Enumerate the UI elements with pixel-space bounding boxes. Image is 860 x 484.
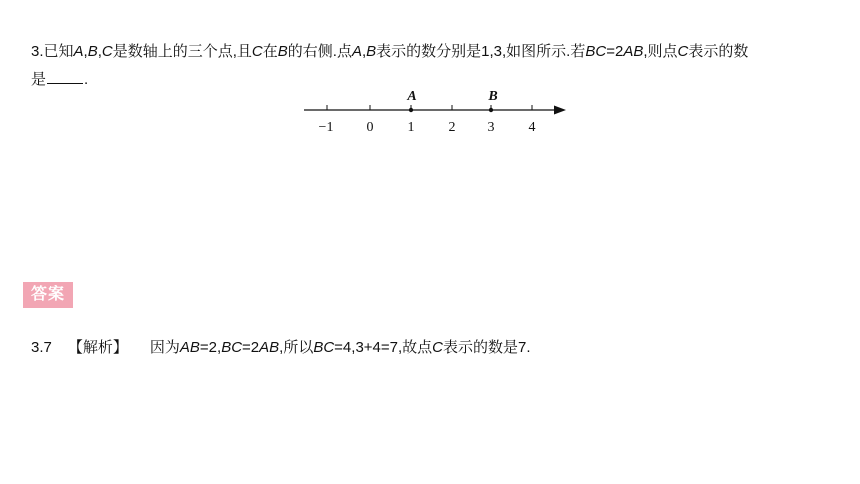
tick-label-2: 2 [448,120,456,135]
var-b: B [366,43,377,60]
question-text: , [361,43,367,60]
number-line [300,84,570,138]
question-text: , [97,43,102,60]
var-bc: BC [585,43,607,60]
answer-text: ,所以 [279,339,314,356]
var-a: A [351,43,362,60]
answer-text: =2, [199,339,222,356]
var-c: C [677,43,689,60]
question-line-1 [31,42,748,62]
analysis-tag: 【解析】 [67,339,128,356]
answer-badge: 答案 [23,282,73,308]
var-b: B [87,43,98,60]
point-a-dot [409,108,413,112]
answer-line [31,338,531,358]
var-b: B [277,43,288,60]
question-text: ,则点 [643,43,678,60]
tick-label-4: 4 [528,120,536,135]
var-c: C [251,43,263,60]
answer-text: 表示的数是7. [443,339,531,356]
question-text: 的右侧.点 [287,43,352,60]
number-line-arrow [554,106,566,115]
point-a-label: A [407,89,417,104]
answer-text: =2 [242,339,260,356]
question-text: . [84,71,89,88]
tick-label-minus-1: −1 [318,120,334,135]
var-ab: AB [623,43,644,60]
point-b-label: B [488,89,498,104]
question-line-2 [31,69,88,90]
answer-blank [47,69,83,84]
tick-label-0: 0 [366,120,374,135]
var-c: C [432,339,443,356]
question-text: , [83,43,88,60]
answer-number: 3.7 [31,339,52,356]
question-text: 表示的数 [688,43,749,60]
var-c: C [101,43,113,60]
var-a: A [73,43,84,60]
answer-text: 因为 [149,339,180,356]
tick-label-1: 1 [407,120,415,135]
question-text: 表示的数分别是1,3,如图所示.若 [376,43,586,60]
answer-text: =4,3+4=7,故点 [334,339,433,356]
question-text: 是 [31,71,47,88]
var-bc: BC [221,339,243,356]
question-text: 是数轴上的三个点,且 [112,43,252,60]
question-text: 在 [262,43,278,60]
question-text: 3.已知 [31,43,74,60]
var-ab: AB [179,339,200,356]
tick-label-3: 3 [487,120,495,135]
point-b-dot [489,108,493,112]
question-text: =2 [606,43,624,60]
var-bc: BC [313,339,335,356]
var-ab: AB [259,339,280,356]
